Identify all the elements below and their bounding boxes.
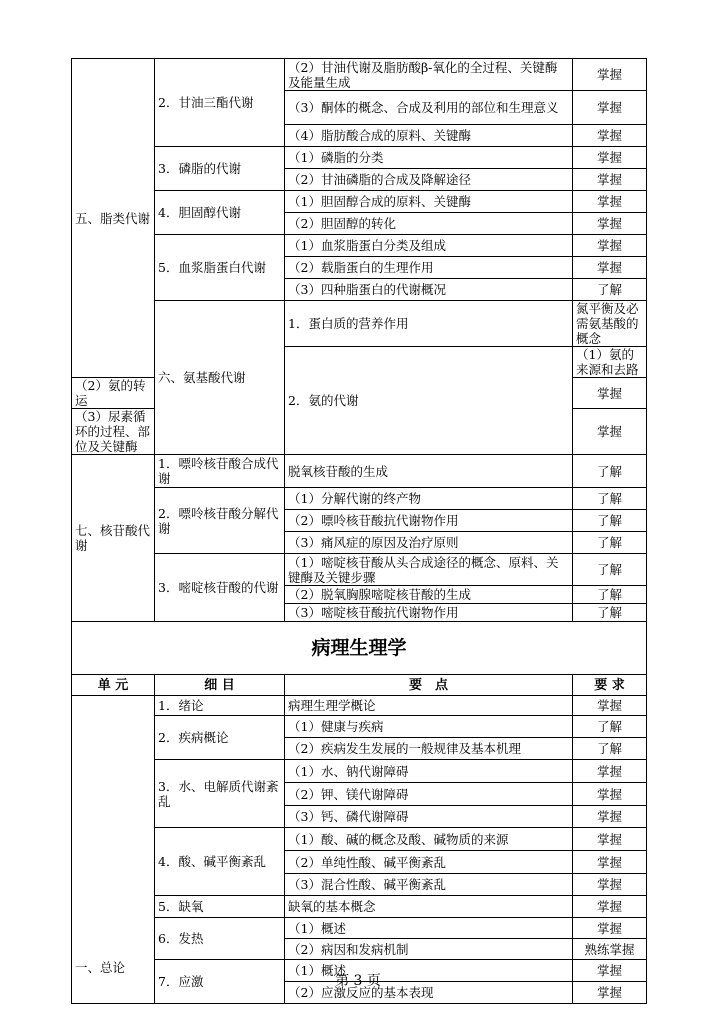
req-cell: 掌握: [573, 918, 647, 939]
req-cell: 掌握: [573, 806, 647, 828]
table-row: [72, 828, 647, 851]
point-cell: （3）尿素循环的过程、部位及关键酶: [72, 409, 155, 455]
req-cell: 掌握: [573, 235, 647, 257]
req-cell: 掌握: [573, 896, 647, 918]
point-cell: （3）痛风症的原因及治疗原则: [285, 532, 573, 554]
req-cell: 了解: [573, 738, 647, 760]
point-cell: （2）应激反应的基本表现: [285, 982, 573, 1004]
req-cell: 掌握: [573, 874, 647, 896]
sub-cell: 1．蛋白质的营养作用: [285, 301, 573, 347]
table-row: [72, 554, 647, 586]
point-cell: （3）四种脂蛋白的代谢概况: [285, 279, 573, 301]
point-cell: （2）胆固醇的转化: [285, 213, 573, 235]
unit-cell: 一、总论: [72, 696, 155, 1004]
sub-cell: 4．胆固醇代谢: [155, 191, 285, 235]
sub-cell: 2．氨的代谢: [285, 347, 573, 455]
point-cell: （3）混合性酸、碱平衡紊乱: [285, 874, 573, 896]
point-cell: 氮平衡及必需氨基酸的概念: [573, 301, 647, 347]
table-row: [72, 488, 647, 510]
req-cell: 掌握: [573, 147, 647, 169]
req-cell: 掌握: [573, 125, 647, 147]
header-row: [72, 675, 647, 696]
req-cell: 掌握: [573, 59, 647, 91]
sub-cell: 2．甘油三酯代谢: [155, 59, 285, 147]
sub-cell: 3．磷脂的代谢: [155, 147, 285, 191]
point-cell: （2）甘油代谢及脂肪酸β-氧化的全过程、关键酶及能量生成: [285, 59, 573, 91]
point-cell: （1）血浆脂蛋白分类及组成: [285, 235, 573, 257]
page-number: 第 3 页: [335, 973, 381, 989]
req-cell: 了解: [573, 455, 647, 488]
sub-cell: 2．疾病概论: [155, 716, 285, 760]
point-cell: （1）氨的来源和去路: [573, 347, 647, 378]
req-cell: 了解: [573, 510, 647, 532]
req-cell: 了解: [573, 716, 647, 738]
sub-cell: 5．缺氧: [155, 896, 285, 918]
sub-cell: 1．嘌呤核苷酸合成代谢: [155, 455, 285, 488]
req-cell: 了解: [573, 488, 647, 510]
table-row: [72, 59, 647, 91]
req-cell: 熟练掌握: [573, 939, 647, 960]
point-cell: （2）单纯性酸、碱平衡紊乱: [285, 851, 573, 874]
point-cell: （2）钾、镁代谢障碍: [285, 783, 573, 806]
req-cell: 掌握: [573, 257, 647, 279]
table-row: [72, 622, 647, 675]
table-row: [72, 147, 647, 169]
sub-cell: 2．嘌呤核苷酸分解代谢: [155, 488, 285, 554]
point-cell: （1）酸、碱的概念及酸、碱物质的来源: [285, 828, 573, 851]
table-row: [72, 696, 647, 716]
point-cell: （1）嘧啶核苷酸从头合成途径的概念、原料、关键酶及关键步骤: [285, 554, 573, 586]
unit-cell: 七、核苷酸代谢: [72, 455, 155, 622]
point-cell: （1）概述: [285, 918, 573, 939]
req-cell: 掌握: [573, 169, 647, 191]
req-cell: 掌握: [573, 760, 647, 783]
point-cell: （4）脂肪酸合成的原料、关键酶: [285, 125, 573, 147]
table-row: [72, 716, 647, 738]
req-cell: 掌握: [573, 783, 647, 806]
point-cell: 缺氧的基本概念: [285, 896, 573, 918]
table-row: [72, 918, 647, 939]
table-row: [72, 191, 647, 213]
req-cell: 掌握: [573, 409, 647, 455]
req-cell: 掌握: [573, 91, 647, 125]
point-cell: （1）概述: [285, 960, 573, 982]
table-row: [72, 896, 647, 918]
point-cell: （1）胆固醇合成的原料、关键酶: [285, 191, 573, 213]
req-cell: 了解: [573, 554, 647, 586]
req-cell: 了解: [573, 532, 647, 554]
table-row: [72, 455, 647, 488]
header-sub: 细 目: [155, 675, 285, 696]
req-cell: 了解: [573, 586, 647, 604]
sub-cell: 4．酸、碱平衡紊乱: [155, 828, 285, 896]
req-cell: 了解: [573, 279, 647, 301]
point-cell: （1）健康与疾病: [285, 716, 573, 738]
req-cell: 掌握: [573, 960, 647, 982]
header-points: 要 点: [285, 675, 573, 696]
req-cell: 掌握: [573, 213, 647, 235]
req-cell: 了解: [573, 604, 647, 622]
sub-cell: 6．发热: [155, 918, 285, 960]
req-cell: 掌握: [573, 378, 647, 409]
point-cell: （1）水、钠代谢障碍: [285, 760, 573, 783]
point-cell: （2）病因和发病机制: [285, 939, 573, 960]
sub-cell: 3．水、电解质代谢紊乱: [155, 760, 285, 828]
point-cell: （2）氨的转运: [72, 378, 155, 409]
req-cell: 掌握: [573, 191, 647, 213]
point-cell: （3）钙、磷代谢障碍: [285, 806, 573, 828]
header-unit: 单 元: [72, 675, 155, 696]
req-cell: 掌握: [573, 828, 647, 851]
point-cell: （2）载脂蛋白的生理作用: [285, 257, 573, 279]
sub-cell: 7．应激: [155, 960, 285, 1004]
point-cell: （3）酮体的概念、合成及利用的部位和生理意义: [285, 91, 573, 125]
point-cell: （2）疾病发生发展的一般规律及基本机理: [285, 738, 573, 760]
point-cell: （2）脱氧胸腺嘧啶核苷酸的生成: [285, 586, 573, 604]
req-cell: 掌握: [573, 696, 647, 716]
table-row: [72, 235, 647, 257]
sub-cell: 1．绪论: [155, 696, 285, 716]
point-cell: 病理生理学概论: [285, 696, 573, 716]
point-cell: 脱氧核苷酸的生成: [285, 455, 573, 488]
unit-cell: 五、脂类代谢: [72, 59, 155, 378]
point-cell: （3）嘧啶核苷酸抗代谢物作用: [285, 604, 573, 622]
header-req: 要 求: [573, 675, 647, 696]
req-cell: 掌握: [573, 982, 647, 1004]
section-title: 病理生理学: [72, 622, 647, 675]
req-cell: 掌握: [573, 851, 647, 874]
table-row: [72, 301, 647, 347]
point-cell: （2）嘌呤核苷酸抗代谢物作用: [285, 510, 573, 532]
unit-cell: 六、氨基酸代谢: [155, 301, 285, 455]
sub-cell: 5．血浆脂蛋白代谢: [155, 235, 285, 301]
point-cell: （1）磷脂的分类: [285, 147, 573, 169]
sub-cell: 3．嘧啶核苷酸的代谢: [155, 554, 285, 622]
point-cell: （2）甘油磷脂的合成及降解途径: [285, 169, 573, 191]
syllabus-table: [71, 58, 647, 1004]
table-row: [72, 760, 647, 783]
point-cell: （1）分解代谢的终产物: [285, 488, 573, 510]
